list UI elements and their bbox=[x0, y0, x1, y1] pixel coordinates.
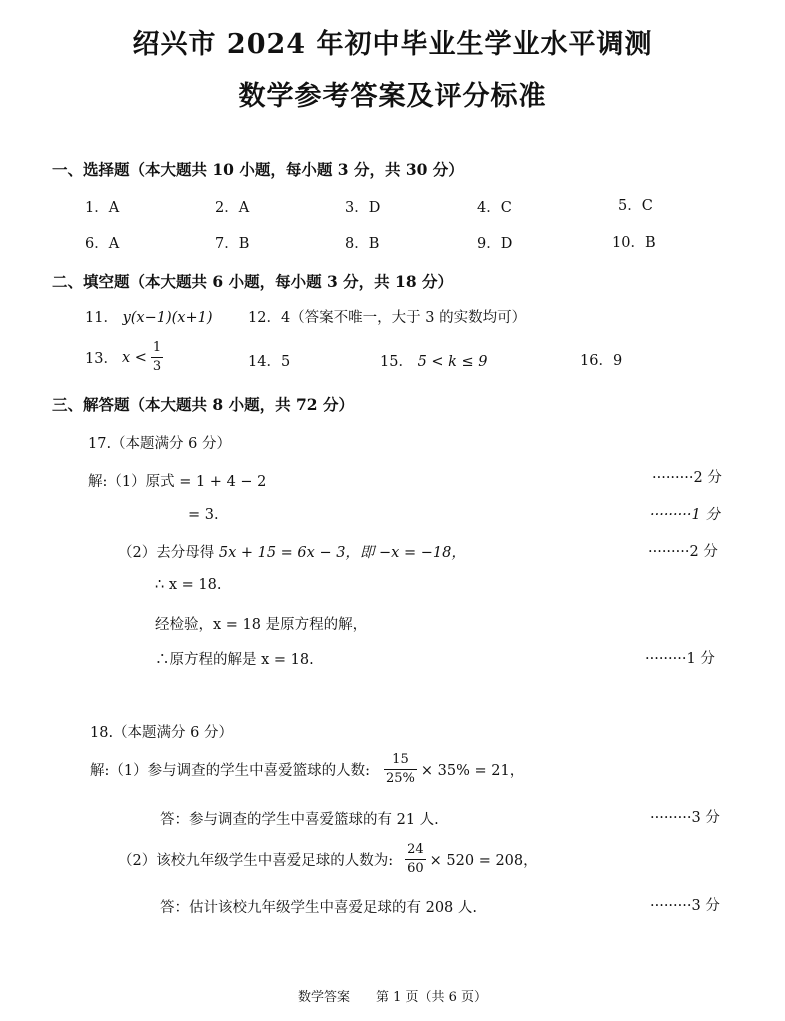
q17-score1: ·········2 分 bbox=[652, 470, 722, 486]
section-heading-solve: 三、解答题（本大题共 8 小题，共 72 分） bbox=[52, 395, 354, 414]
answer-1: 1．A bbox=[85, 200, 120, 216]
fraction bbox=[384, 752, 417, 788]
answer-3: 3．D bbox=[345, 200, 381, 216]
q17-line6: ∴原方程的解是 x = 18. bbox=[155, 652, 314, 668]
q18-title: 18.（本题满分 6 分） bbox=[90, 725, 234, 741]
answer-6: 6．A bbox=[85, 236, 120, 252]
q17-title: 17.（本题满分 6 分） bbox=[88, 436, 232, 452]
answer-10: 10．B bbox=[612, 235, 656, 251]
fill-answer-12: 12．4（答案不唯一，大于 3 的实数均可） bbox=[248, 310, 527, 326]
answer-2: 2．A bbox=[215, 200, 250, 216]
q17-line5: 经检验，x = 18 是原方程的解， bbox=[155, 617, 368, 633]
fill-answer-16: 16．9 bbox=[580, 353, 623, 369]
fraction-numerator: 1 bbox=[152, 340, 162, 355]
q18-line1 bbox=[90, 752, 524, 788]
fill-answer-15-expr: 5 < k ≤ 9 bbox=[417, 354, 488, 370]
q18-line3-prefix: （2）该校九年级学生中喜爱足球的人数为: bbox=[118, 853, 394, 870]
answer-5: 5．C bbox=[618, 198, 653, 214]
q18-line3-suffix: × 520 = 208， bbox=[429, 853, 538, 870]
fill-answer-11 bbox=[85, 306, 213, 327]
q18-line3 bbox=[118, 842, 538, 878]
fill-answer-15 bbox=[380, 350, 488, 371]
q17-line3-expr: 5x + 15 = 6x − 3，即 −x = −18， bbox=[218, 545, 466, 561]
answer-4: 4．C bbox=[477, 200, 512, 216]
answer-8: 8．B bbox=[345, 236, 380, 252]
page-title: 绍兴市 2024 年初中毕业生学业水平调测 bbox=[132, 29, 653, 60]
fraction bbox=[151, 340, 163, 376]
fill-answer-13-lhs: x < bbox=[121, 349, 147, 366]
fill-answer-11-num: 11． bbox=[85, 310, 118, 326]
q17-line4: ∴ x = 18. bbox=[155, 577, 222, 593]
fill-answer-13 bbox=[85, 340, 163, 376]
answer-7: 7．B bbox=[215, 236, 250, 252]
fraction-denominator: 3 bbox=[152, 359, 162, 375]
q18-score2: ·········3 分 bbox=[650, 898, 720, 914]
q18-line1-suffix: × 35% = 21， bbox=[420, 763, 525, 780]
fraction-numerator: 24 bbox=[407, 842, 424, 857]
q17-score4: ·········1 分 bbox=[645, 651, 715, 667]
page-subtitle: 数学参考答案及评分标准 bbox=[238, 81, 547, 112]
page-footer: 数学答案 第 1 页（共 6 页） bbox=[297, 990, 488, 1005]
fraction bbox=[405, 842, 426, 878]
fill-answer-15-num: 15． bbox=[380, 354, 413, 370]
section-heading-choice: 一、选择题（本大题共 10 小题，每小题 3 分，共 30 分） bbox=[52, 160, 464, 179]
fill-answer-11-expr: y(x−1)(x+1) bbox=[122, 310, 213, 326]
fill-answer-13-num: 13． bbox=[85, 351, 118, 368]
q17-line1: 解:（1）原式 = 1 + 4 − 2 bbox=[88, 474, 267, 490]
q18-line4: 答：估计该校九年级学生中喜爱足球的有 208 人. bbox=[160, 900, 478, 916]
q17-score2: ·········1 分 bbox=[650, 507, 720, 523]
fraction-numerator: 15 bbox=[392, 752, 409, 767]
q17-line2: = 3. bbox=[188, 507, 219, 523]
q17-line3 bbox=[118, 541, 466, 562]
q18-line1-prefix: 解:（1）参与调查的学生中喜爱篮球的人数: bbox=[90, 763, 370, 780]
section-heading-fill: 二、填空题（本大题共 6 小题，每小题 3 分，共 18 分） bbox=[52, 272, 454, 291]
fraction-denominator: 25% bbox=[386, 771, 415, 787]
q17-line3-prefix: （2）去分母得 bbox=[118, 545, 215, 561]
q18-line2: 答：参与调查的学生中喜爱篮球的有 21 人. bbox=[160, 812, 439, 828]
fill-answer-14: 14．5 bbox=[248, 354, 291, 370]
fraction-denominator: 60 bbox=[407, 861, 424, 877]
answer-9: 9．D bbox=[477, 236, 513, 252]
q17-score3: ·········2 分 bbox=[648, 544, 718, 560]
q18-score1: ·········3 分 bbox=[650, 810, 720, 826]
